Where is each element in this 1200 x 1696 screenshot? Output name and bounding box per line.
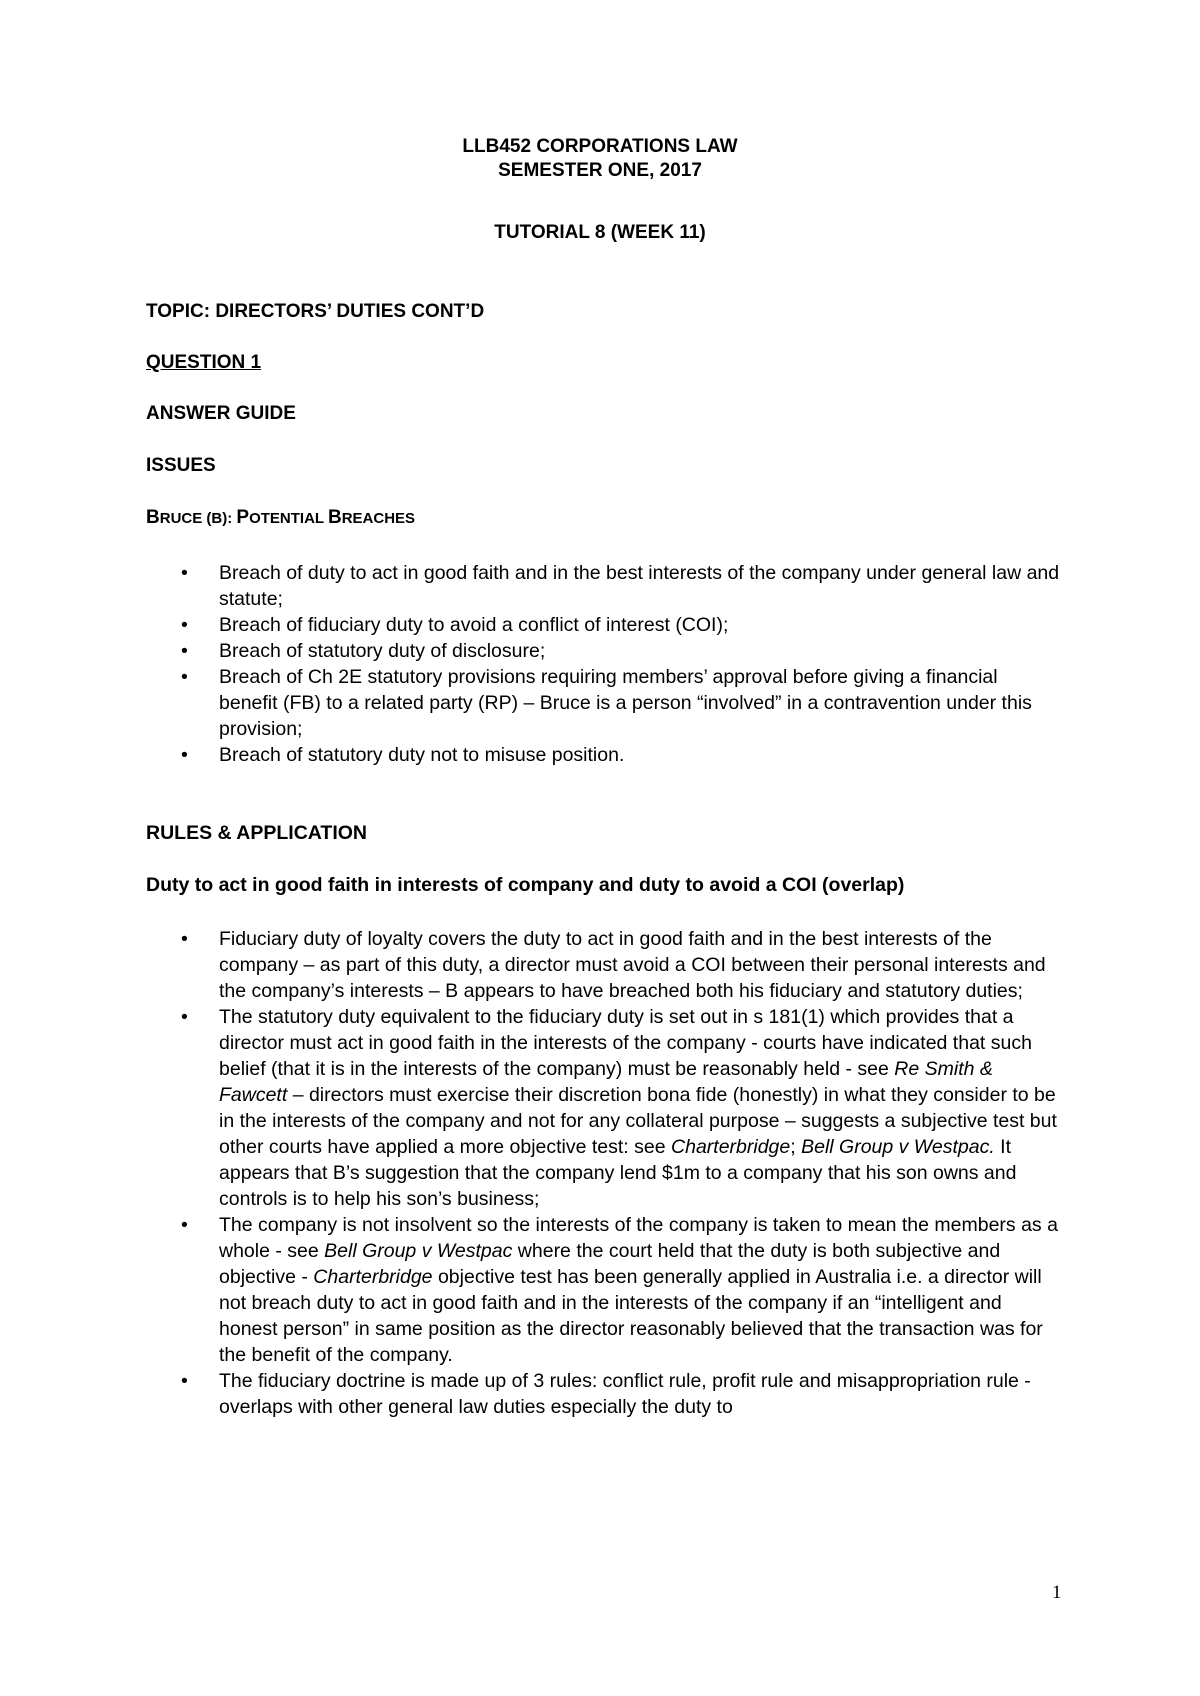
bullet-icon: • (181, 928, 188, 950)
list-item: • The company is not insolvent so the interests of the company is taken to mean the members as a whole - see Bell Group v Westpac where the court held that the duty is both subjective and objective - Charterbridge objective test has been generally applied in Australia i.e. a director will not breach duty to act in good faith and in the interests of the company if an “intelligent and honest person” in same position as the director reasonably believed that the transaction was for the benefit of the company. (181, 1214, 1058, 1366)
question-heading: QUESTION 1 (146, 352, 262, 373)
case-name: Bell Group v Westpac. (801, 1136, 995, 1158)
case-name: Bell Group v Westpac (324, 1240, 513, 1262)
potential-breaches-heading: BRUCE (B): POTENTIAL BREACHES (146, 507, 416, 528)
semester-line: SEMESTER ONE, 2017 (498, 160, 702, 181)
list-item: • Fiduciary duty of loyalty covers the duty to act in good faith and in the best interests of the company – as part of this duty, a director must avoid a COI between their personal interests and the company’s interests – B appears to have breached both his fiduciary and statutory duties; (181, 928, 1046, 1002)
case-name: Charterbridge (313, 1266, 433, 1288)
topic-heading: TOPIC: DIRECTORS’ DUTIES CONT’D (146, 301, 485, 322)
bullet-icon: • (181, 666, 188, 688)
case-name: Re Smith & Fawcett (219, 1058, 993, 1106)
list-item: • The statutory duty equivalent to the fiduciary duty is set out in s 181(1) which provides that a director must act in good faith in the interests of the company - courts have indicated that such belief (that it is in the interests of the company) must be reasonably held - see Re Smith & Fawcett – directors must exercise their discretion bona fide (honestly) in what they consider to be in the interests of the company and not for any collateral purpose – suggests a subjective test but other courts have applied a more objective test: see Charterbridge; Bell Group v Westpac. It appears that B’s suggestion that the company lend $1m to a company that his son owns and controls is to help his son’s business; (181, 1006, 1057, 1210)
bullet-icon: • (181, 1370, 188, 1392)
case-name: Charterbridge (671, 1136, 791, 1158)
list-item: • Breach of fiduciary duty to avoid a conflict of interest (COI); (181, 614, 729, 636)
course-title: LLB452 CORPORATIONS LAW (462, 136, 738, 157)
tutorial-line: TUTORIAL 8 (WEEK 11) (494, 222, 706, 243)
list-item: • The fiduciary doctrine is made up of 3 rules: conflict rule, profit rule and misappropriation rule - overlaps with other general law duties especially the duty to (181, 1370, 1031, 1418)
duty-subheading: Duty to act in good faith in interests of company and duty to avoid a COI (overlap) (146, 874, 905, 896)
issues-list (181, 560, 1061, 768)
rules-list (181, 926, 1061, 1420)
bullet-icon: • (181, 744, 188, 766)
rules-heading: RULES & APPLICATION (146, 822, 368, 844)
list-item: • Breach of duty to act in good faith and in the best interests of the company under general law and statute; (181, 562, 1060, 610)
bullet-icon: • (181, 640, 188, 662)
bullet-icon: • (181, 1006, 188, 1028)
page-number: 1 (1052, 1582, 1062, 1603)
bullet-icon: • (181, 1214, 188, 1236)
bullet-icon: • (181, 614, 188, 636)
list-item: • Breach of Ch 2E statutory provisions requiring members’ approval before giving a financial benefit (FB) to a related party (RP) – Bruce is a person “involved” in a contravention under this provision; (181, 666, 1032, 740)
list-item: • Breach of statutory duty not to misuse position. (181, 744, 625, 766)
bullet-icon: • (181, 562, 188, 584)
answer-guide-heading: ANSWER GUIDE (146, 403, 296, 424)
issues-heading: ISSUES (146, 455, 216, 476)
list-item: • Breach of statutory duty of disclosure; (181, 640, 546, 662)
